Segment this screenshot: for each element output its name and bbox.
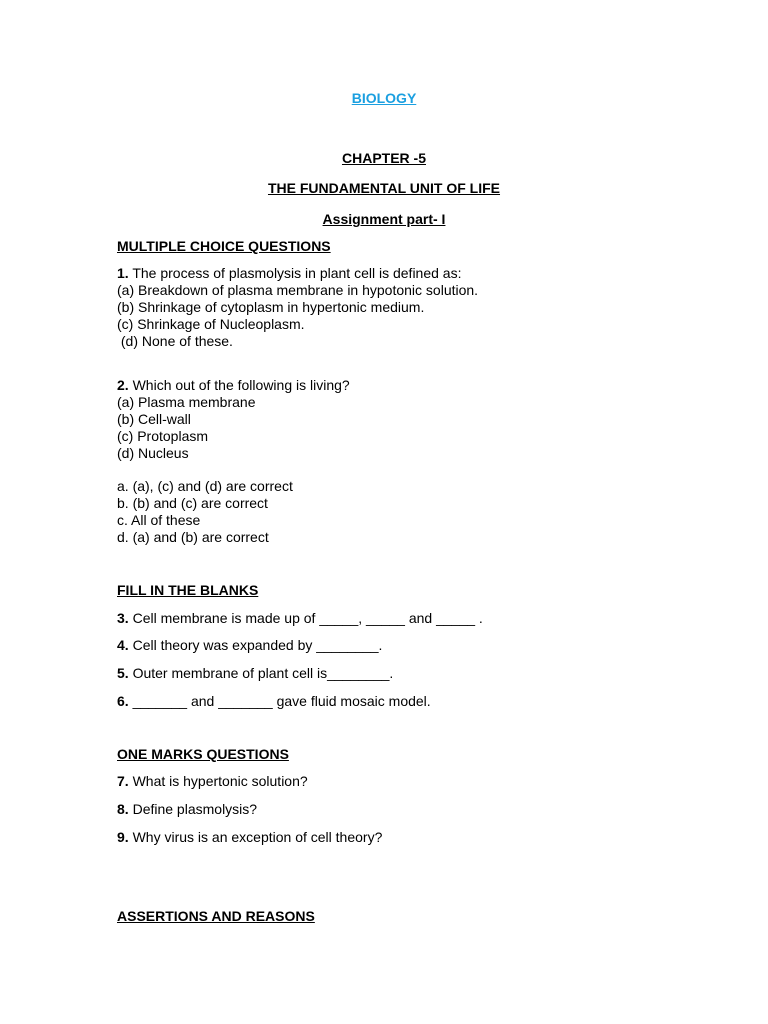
question-number: 8. xyxy=(117,801,129,817)
question-number: 3. xyxy=(117,610,129,626)
chapter-heading: CHAPTER -5 xyxy=(341,150,426,166)
question-2-answer-choices xyxy=(117,478,293,546)
answer-choice-a: a. (a), (c) and (d) are correct xyxy=(117,478,293,494)
option-c: (c) Protoplasm xyxy=(117,428,209,444)
question-number: 1. xyxy=(117,265,129,281)
option-d: (d) Nucleus xyxy=(117,445,189,461)
question-text: _______ and _______ gave fluid mosaic model. xyxy=(128,693,431,709)
section-heading-mcq: MULTIPLE CHOICE QUESTIONS xyxy=(117,238,331,254)
question-2 xyxy=(117,377,350,462)
option-b: (b) Cell-wall xyxy=(117,411,191,427)
answer-choice-d: d. (a) and (b) are correct xyxy=(117,529,269,545)
question-number: 5. xyxy=(117,665,129,681)
question-7 xyxy=(117,773,308,789)
option-c: (c) Shrinkage of Nucleoplasm. xyxy=(117,316,305,332)
question-text: Cell membrane is made up of _____, _____ and _____ . xyxy=(128,610,483,626)
question-number: 2. xyxy=(117,377,129,393)
section-heading-one-mark: ONE MARKS QUESTIONS xyxy=(117,746,289,762)
question-text: Cell theory was expanded by ________. xyxy=(128,637,383,653)
question-3 xyxy=(117,610,483,626)
question-text: What is hypertonic solution? xyxy=(128,773,308,789)
question-text: Why virus is an exception of cell theory? xyxy=(128,829,383,845)
question-1-stem xyxy=(117,265,478,282)
question-text: Outer membrane of plant cell is________. xyxy=(128,665,394,681)
option-a: (a) Plasma membrane xyxy=(117,394,256,410)
subject-heading: BIOLOGY xyxy=(351,90,417,106)
option-d: (d) None of these. xyxy=(117,333,233,349)
question-text: Which out of the following is living? xyxy=(128,377,350,393)
question-5 xyxy=(117,665,393,681)
question-text: Define plasmolysis? xyxy=(128,801,258,817)
question-number: 4. xyxy=(117,637,129,653)
question-6 xyxy=(117,693,431,709)
question-number: 6. xyxy=(117,693,129,709)
question-text: The process of plasmolysis in plant cell is defined as: xyxy=(128,265,462,281)
option-b: (b) Shrinkage of cytoplasm in hypertonic medium. xyxy=(117,299,425,315)
question-9 xyxy=(117,829,382,845)
answer-choice-c: c. All of these xyxy=(117,512,201,528)
section-heading-assertions: ASSERTIONS AND REASONS xyxy=(117,908,315,924)
question-4 xyxy=(117,637,382,653)
question-8 xyxy=(117,801,257,817)
chapter-title: THE FUNDAMENTAL UNIT OF LIFE xyxy=(267,180,501,196)
question-number: 9. xyxy=(117,829,129,845)
section-heading-fill-blanks: FILL IN THE BLANKS xyxy=(117,582,259,598)
answer-choice-b: b. (b) and (c) are correct xyxy=(117,495,268,511)
question-2-stem xyxy=(117,377,350,394)
question-1 xyxy=(117,265,478,350)
option-a: (a) Breakdown of plasma membrane in hypotonic solution. xyxy=(117,282,479,298)
assignment-heading: Assignment part- I xyxy=(322,211,446,227)
question-number: 7. xyxy=(117,773,129,789)
